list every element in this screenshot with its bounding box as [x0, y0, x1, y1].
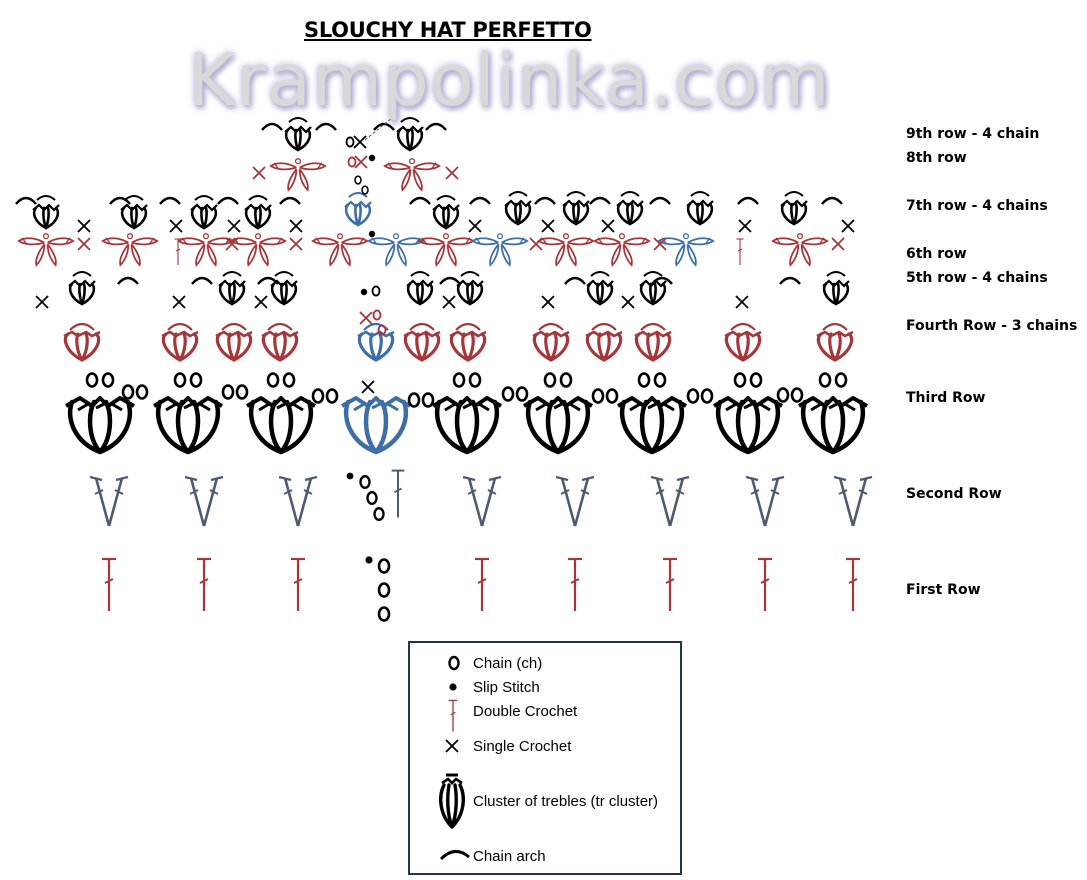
chain-mark [688, 390, 698, 403]
chain-arch-mark [192, 278, 212, 284]
single-crochet-mark [446, 167, 458, 179]
slip-stitch-mark [361, 289, 367, 295]
chain-mark [517, 388, 527, 401]
chain-mark [191, 374, 201, 387]
cluster-mark [505, 192, 531, 224]
chain-arch-mark [16, 198, 36, 204]
chain-arch-mark [590, 198, 610, 204]
v-stitch-mark [834, 477, 872, 526]
chain-mark [223, 386, 233, 399]
chain-mark [379, 608, 389, 621]
cluster-mark [687, 192, 713, 224]
star-motif-mark [539, 234, 593, 265]
row-label-5: 5th row - 4 chains [906, 270, 1048, 286]
row-label-8: 8th row [906, 150, 967, 166]
row-label-6: 6th row [906, 246, 967, 262]
chain-mark [735, 374, 745, 387]
cluster-mark [823, 272, 849, 304]
single-crochet-mark [78, 220, 90, 232]
star-motif-mark [385, 159, 439, 190]
cluster-mark [533, 324, 569, 360]
cluster-mark [404, 324, 440, 360]
single-crochet-mark [173, 296, 185, 308]
page-title: SLOUCHY HAT PERFETTO [304, 18, 592, 42]
chain-mark [327, 390, 337, 403]
chain-mark [702, 390, 712, 403]
double-crochet-mark [102, 559, 116, 611]
treble-cluster-mark [618, 398, 686, 452]
cluster-mark [397, 118, 423, 150]
v-stitch-mark [463, 477, 501, 526]
cluster-mark [216, 324, 252, 360]
chain-mark [751, 374, 761, 387]
chain-mark [379, 584, 389, 597]
cluster-mark [407, 272, 433, 304]
chain-arch-mark [535, 198, 555, 204]
single-crochet-mark [255, 296, 267, 308]
cluster-mark [64, 324, 100, 360]
double-crochet-mark [291, 559, 305, 611]
cluster-mark [635, 324, 671, 360]
row-label-4: Fourth Row - 3 chains [906, 318, 1078, 334]
star-motif-mark [19, 234, 73, 265]
row-label-3: Third Row [906, 390, 986, 406]
chain-mark [655, 374, 665, 387]
single-crochet-mark [362, 381, 374, 393]
star-motif-mark [313, 234, 367, 265]
cluster-mark [640, 272, 666, 304]
legend-label-chain: Chain (ch) [473, 655, 543, 672]
chain-arch-mark [218, 198, 238, 204]
star-motif-mark [659, 234, 713, 265]
chain-arch-mark [118, 278, 138, 284]
chain-mark [373, 286, 380, 295]
single-crochet-mark [602, 220, 614, 232]
star-motif-mark [231, 234, 285, 265]
stitch-layer [16, 118, 872, 621]
cluster-mark [69, 272, 95, 304]
chain-mark [820, 374, 830, 387]
double-crochet-mark [475, 559, 489, 611]
chain-mark [347, 137, 354, 146]
treble-cluster-mark [66, 398, 134, 452]
star-motif-mark [179, 234, 233, 265]
cluster-mark [245, 196, 271, 228]
double-crochet-icon [444, 699, 464, 735]
treble-cluster-mark [154, 398, 222, 452]
chain-arch-mark [410, 198, 430, 204]
single-crochet-mark [542, 296, 554, 308]
chain-mark [593, 390, 603, 403]
chain-mark [87, 374, 97, 387]
single-crochet-mark [360, 312, 372, 324]
chain-mark [103, 374, 113, 387]
chain-mark [379, 560, 389, 573]
double-crochet-mark [758, 559, 772, 611]
cluster-mark [262, 324, 298, 360]
cluster-mark [817, 324, 853, 360]
single-crochet-mark [253, 167, 265, 179]
single-crochet-mark [542, 220, 554, 232]
star-motif-mark [419, 234, 473, 265]
v-stitch-mark [651, 477, 689, 526]
single-crochet-mark [832, 238, 844, 250]
chain-arch-mark [822, 198, 842, 204]
cluster-mark [450, 324, 486, 360]
double-crochet-mark [846, 559, 860, 611]
slip-stitch-mark [369, 231, 375, 237]
single-crochet-mark [355, 156, 367, 168]
legend-label-chain-arch: Chain arch [473, 848, 546, 865]
chain-mark [470, 374, 480, 387]
single-crochet-mark [36, 296, 48, 308]
v-stitch-mark [556, 477, 594, 526]
treble-cluster-icon [436, 769, 470, 831]
double-crochet-mark [663, 559, 677, 611]
slip-stitch-mark [347, 473, 354, 480]
single-crochet-mark [290, 238, 302, 250]
single-crochet-mark [443, 296, 455, 308]
chain-arch-mark [650, 198, 670, 204]
chain-mark [792, 389, 802, 402]
single-crochet-mark [530, 238, 542, 250]
chain-arch-mark [470, 198, 490, 204]
chain-icon [446, 654, 466, 674]
chain-arch-mark [160, 198, 180, 204]
chain-arch-mark [262, 124, 282, 130]
star-motif-mark [473, 234, 527, 265]
chain-mark [409, 394, 419, 407]
slip-stitch-icon [446, 681, 466, 697]
chain-arch-mark [280, 198, 300, 204]
cluster-mark [725, 324, 761, 360]
slip-stitch-mark [369, 155, 375, 161]
chain-mark [368, 492, 377, 504]
chain-arch-mark [426, 124, 446, 130]
chain-mark [561, 374, 571, 387]
legend-label-treble-cluster: Cluster of trebles (tr cluster) [473, 793, 659, 810]
single-crochet-mark [739, 220, 751, 232]
cluster-mark [587, 272, 613, 304]
cluster-mark [162, 324, 198, 360]
star-motif-mark [773, 234, 827, 265]
chain-arch-mark [738, 198, 758, 204]
legend-label-single-crochet: Single Crochet [473, 738, 572, 755]
single-crochet-mark [736, 296, 748, 308]
treble-cluster-mark [247, 398, 315, 452]
cluster-mark [563, 192, 589, 224]
chain-mark [503, 388, 513, 401]
chain-mark [268, 374, 278, 387]
chain-arch-mark [780, 278, 800, 284]
chain-mark [355, 176, 361, 184]
double-crochet-mark [568, 559, 582, 611]
v-stitch-mark [185, 477, 223, 526]
legend-label-double-crochet: Double Crochet [473, 703, 578, 720]
chain-mark [362, 186, 368, 194]
star-motif-mark [271, 159, 325, 190]
cluster-mark [191, 196, 217, 228]
treble-cluster-mark [342, 398, 410, 452]
chain-arch-mark [565, 278, 585, 284]
cluster-mark [219, 272, 245, 304]
chain-mark [778, 389, 788, 402]
v-stitch-mark [279, 477, 317, 526]
single-crochet-mark [170, 220, 182, 232]
star-motif-mark [369, 234, 423, 265]
chain-mark [836, 374, 846, 387]
chain-mark [607, 390, 617, 403]
cluster-mark [271, 272, 297, 304]
single-crochet-mark [78, 238, 90, 250]
treble-cluster-mark [433, 398, 501, 452]
legend-label-slip-stitch: Slip Stitch [473, 679, 540, 696]
treble-cluster-mark [714, 398, 782, 452]
cluster-mark [433, 196, 459, 228]
chain-mark [349, 157, 356, 166]
chain-mark [361, 476, 370, 488]
row-label-2: Second Row [906, 486, 1002, 502]
chain-arch-icon [438, 843, 472, 865]
single-crochet-icon [442, 736, 462, 756]
chain-mark [137, 386, 147, 399]
cluster-mark [345, 193, 371, 225]
chain-mark [284, 374, 294, 387]
single-crochet-mark [290, 220, 302, 232]
row-label-1: First Row [906, 582, 981, 598]
chain-mark [375, 508, 384, 520]
chain-mark [639, 374, 649, 387]
chain-mark [423, 394, 433, 407]
single-crochet-mark [354, 136, 366, 148]
chain-mark [454, 374, 464, 387]
double-crochet-mark [197, 559, 211, 611]
cluster-mark [586, 324, 622, 360]
chain-arch-mark [440, 278, 460, 284]
cluster-mark [285, 118, 311, 150]
v-stitch-mark [746, 477, 784, 526]
single-crochet-mark [228, 220, 240, 232]
legend-box [408, 641, 682, 875]
cluster-mark [457, 272, 483, 304]
row-label-9: 9th row - 4 chain [906, 126, 1040, 142]
chain-mark [374, 310, 381, 319]
chain-mark [123, 386, 133, 399]
chain-mark [545, 374, 555, 387]
double-crochet-mark [737, 239, 744, 265]
chain-mark [313, 390, 323, 403]
chain-mark [175, 374, 185, 387]
watermark-text: Krampolinka.com [188, 38, 831, 122]
single-crochet-mark [469, 220, 481, 232]
chain-arch-mark [316, 124, 336, 130]
cluster-mark [358, 324, 394, 360]
cluster-mark [781, 192, 807, 224]
chain-arch-mark [374, 124, 394, 130]
row-label-7: 7th row - 4 chains [906, 198, 1048, 214]
guide-line [365, 118, 392, 140]
star-motif-mark [103, 234, 157, 265]
slip-stitch-mark [365, 556, 372, 563]
v-stitch-mark [90, 477, 128, 526]
cluster-mark [617, 192, 643, 224]
single-crochet-mark [842, 220, 854, 232]
chain-mark [237, 386, 247, 399]
treble-cluster-mark [799, 398, 867, 452]
cluster-mark [33, 196, 59, 228]
double-crochet-mark [392, 471, 405, 518]
single-crochet-mark [622, 296, 634, 308]
treble-cluster-mark [524, 398, 592, 452]
star-motif-mark [595, 234, 649, 265]
